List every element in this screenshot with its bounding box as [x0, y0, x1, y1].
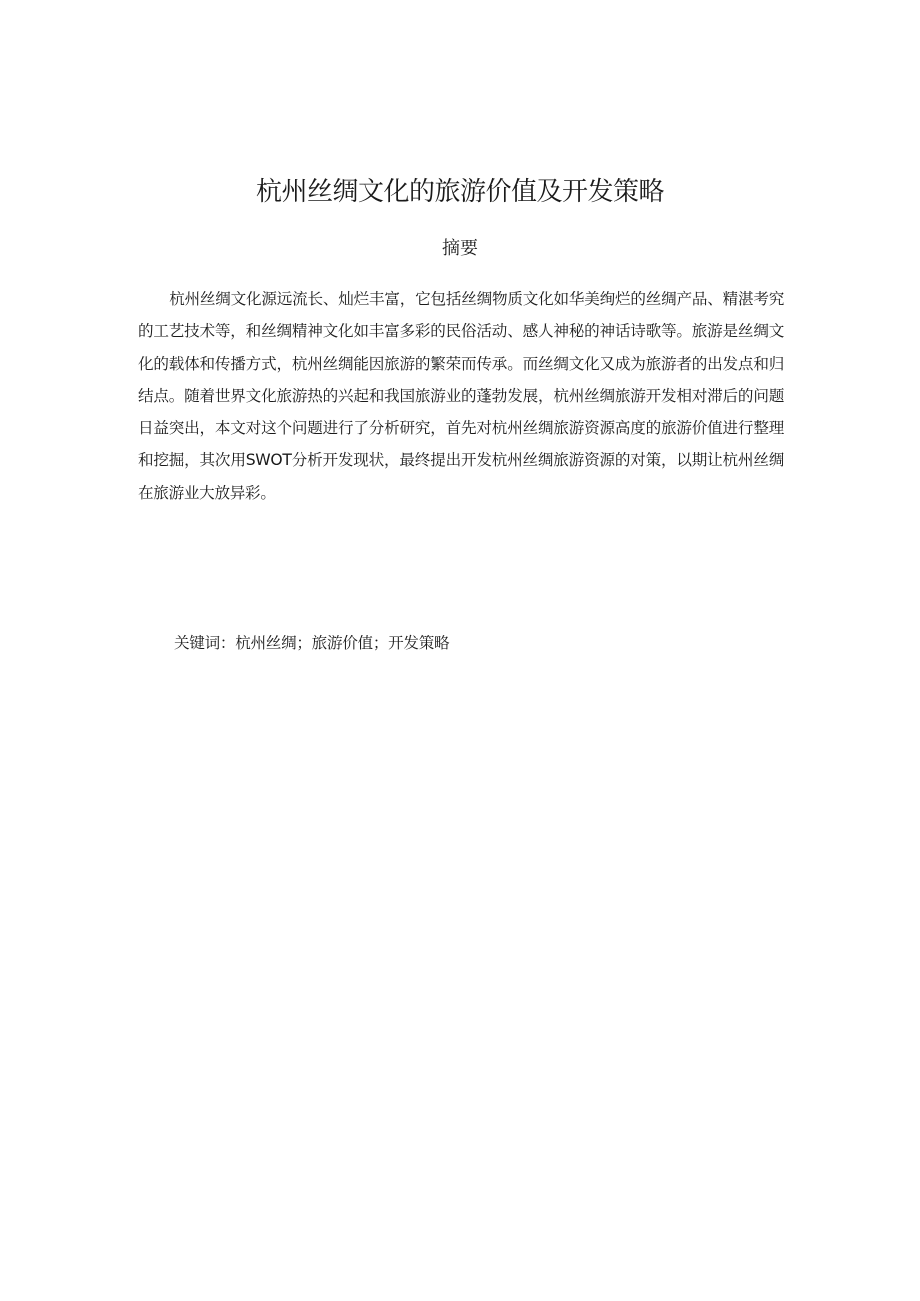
abstract-body	[138, 283, 784, 509]
keywords-value: 杭州丝绸；旅游价值；开发策略	[235, 634, 450, 652]
keywords-line	[174, 629, 774, 657]
document-title: 杭州丝绸文化的旅游价值及开发策略	[255, 177, 664, 207]
keywords-label: 关键词：	[174, 634, 236, 652]
abstract-heading: 摘要	[442, 238, 478, 259]
abstract-paragraph: 杭州丝绸文化源远流长、灿烂丰富，它包括丝绸物质文化如华美绚烂的丝绸产品、精湛考究的工艺技术等，和丝绸精神文化如丰富多彩的民俗活动、感人神秘的神话诗歌等。旅游是丝绸文化的载体和传播方式，杭州丝绸能因旅游的繁荣而传承。而丝绸文化又成为旅游者的出发点和归结点。随着世界文化旅游热的兴起和我国旅游业的蓬勃发展，杭州丝绸旅游开发相对滞后的问题日益突出，本文对这个问题进行了分析研究，首先对杭州丝绸旅游资源高度的旅游价值进行整理和挖掘，其次用SWOT分析开发现状，最终提出开发杭州丝绸旅游资源的对策，以期让杭州丝绸在旅游业大放异彩。	[138, 290, 784, 502]
